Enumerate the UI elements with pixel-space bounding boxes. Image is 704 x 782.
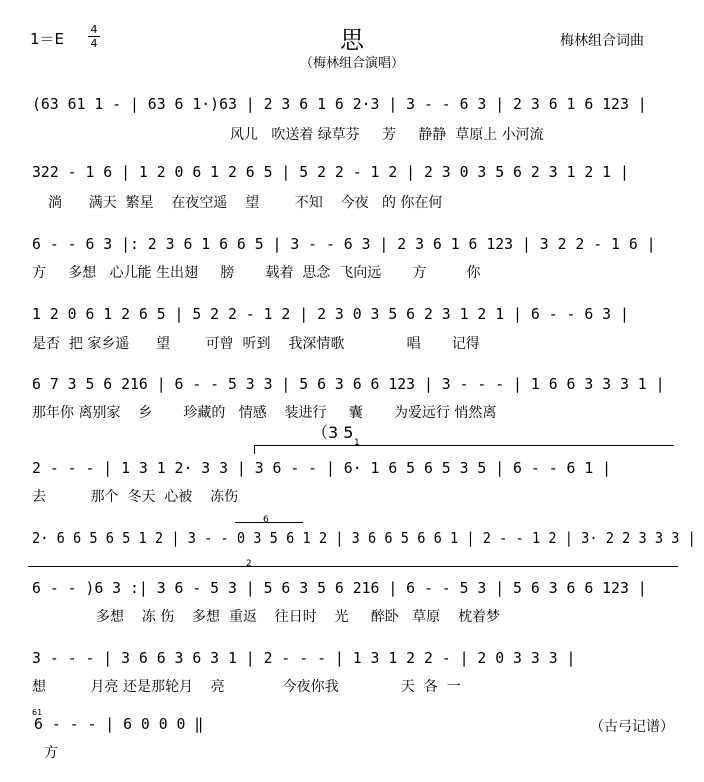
notation-row-6: 2 - - - | 1 3 1 2· 3 3 | 3 6 - - | 6· 1 6 5 6 5 3 5 | 6 - - 6 1 |: [32, 460, 612, 477]
key-signature: 1＝E: [30, 30, 65, 48]
first-ending-label: 1: [354, 438, 360, 448]
time-signature-bottom: 4: [90, 37, 98, 50]
second-ending-bracket: [28, 559, 678, 569]
transcriber-credit: （古弓记谱）: [590, 719, 674, 735]
first-ending-bracket: [254, 438, 674, 448]
notation-row-9: 3 - - - | 3 6 6 3 6 3 1 | 2 - - - | 1 3 1 2 2 - | 2 0 3 3 3 |: [32, 650, 576, 667]
notation-row-3: 6 - - 6 3 |: 2 3 6 1 6 6 5 | 3 - - 6 3 | 2 3 6 1 6 123 | 3 2 2 - 1 6 |: [32, 236, 656, 253]
song-title: 思: [340, 26, 364, 54]
notation-row-8: 6 - - )6 3 :| 3 6 - 5 3 | 5 6 3 5 6 216 | 6 - - 5 3 | 5 6 3 6 6 123 |: [32, 580, 647, 597]
lyrics-row-3: 方 多想 心儿能 生出翅 膀 载着 思念 飞向远 方 你: [32, 265, 481, 281]
lyrics-row-8: 多想 冻 伤 多想 重返 往日时 光 醉卧 草原 枕着梦: [96, 609, 500, 625]
notation-row-1: (63 61 1 - | 63 6 1·)63 | 2 3 6 1 6 2·3 | 3 - - 6 3 | 2 3 6 1 6 123 |: [32, 96, 647, 113]
notation-row-5: 6 7 3 5 6 216 | 6 - - 5 3 3 | 5 6 3 6 6 123 | 3 - - - | 1 6 6 3 3 3 1 |: [32, 376, 665, 393]
second-ending-label: 2: [246, 559, 252, 569]
lyrics-row-10: 方: [44, 745, 58, 761]
lyrics-row-4: 是否 把 家乡遥 望 可曾 听到 我深情歌 唱 记得: [32, 336, 480, 352]
performer-subtitle: （梅林组合演唱）: [299, 56, 404, 71]
lyrics-row-6: 去 那个 冬天 心被 冻伤: [32, 489, 239, 505]
lyrics-row-9: 想 月亮 还是那轮月 亮 今夜你我 天 各 一: [32, 679, 461, 695]
notation-row-7: 2· 6 6 5 6 5 1 2 | 3 - - 0 3 5 6 1 2 | 3 6 6 5 6 6 1 | 2 - - 1 2 | 3· 2 2 3 3 3 |: [32, 530, 696, 547]
grace-notes: 61: [32, 708, 43, 717]
lyrics-row-5: 那年你 离别家 乡 珍藏的 情感 装进行 囊 为爱远行 悄然离: [32, 405, 497, 421]
notation-row-4: 1 2 0 6 1 2 6 5 | 5 2 2 - 1 2 | 2 3 0 3 5 6 2 3 1 2 1 | 6 - - 6 3 |: [32, 306, 629, 323]
notation-row-10: 6 - - - | 6 0 0 0 ‖: [34, 716, 204, 733]
tuplet-bracket: [235, 515, 303, 525]
notation-row-2: 322 - 1 6 | 1 2 0 6 1 2 6 5 | 5 2 2 - 1 2 | 2 3 0 3 5 6 2 3 1 2 1 |: [32, 164, 629, 181]
repeat-intro-marker: （3 5: [312, 423, 354, 442]
time-signature-top: 4: [90, 23, 98, 36]
lyrics-row-1: 风儿 吹送着 绿草芬 芳 静静 草原上 小河流: [230, 127, 544, 143]
tuplet-label: 6: [263, 515, 269, 525]
composer-credit: 梅林组合词曲: [560, 33, 644, 49]
lyrics-row-2: 淌 满天 繁星 在夜空遥 望 不知 今夜 的 你在何: [48, 195, 443, 211]
